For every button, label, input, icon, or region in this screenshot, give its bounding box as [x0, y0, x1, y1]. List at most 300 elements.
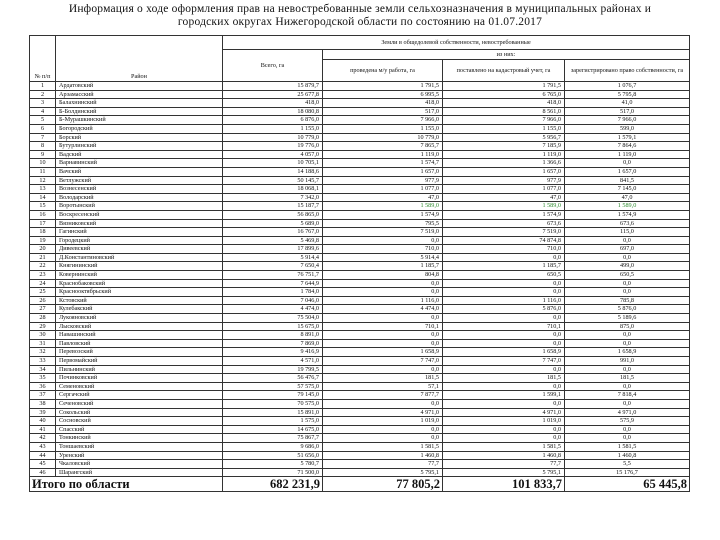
row-col3: 47,0	[565, 193, 690, 202]
table-row	[30, 314, 690, 323]
table-row	[30, 365, 690, 374]
row-col2: 5 795,1	[443, 468, 565, 477]
row-col2: 7 966,0	[443, 116, 565, 125]
table-row	[30, 219, 690, 228]
table-row	[30, 331, 690, 340]
table-row	[30, 425, 690, 434]
row-col3: 1 658,9	[565, 348, 690, 357]
table-row	[30, 322, 690, 331]
row-col3: 0,0	[565, 382, 690, 391]
title-line-1: Информация о ходе оформления прав на невостребованные земли сельхозназначения в муниципальных районах и	[68, 3, 652, 15]
row-col3: 1 574,9	[565, 210, 690, 219]
row-total: 4 474,0	[223, 305, 323, 314]
row-col3: 0,0	[565, 159, 690, 168]
row-district: Городецкий	[56, 236, 223, 245]
row-num: 21	[30, 253, 56, 262]
row-col2: 673,6	[443, 219, 565, 228]
row-col2: 650,5	[443, 271, 565, 280]
row-col1: 1 460,8	[323, 451, 443, 460]
table-row	[30, 107, 690, 116]
row-col1: 1 657,0	[323, 167, 443, 176]
row-num: 39	[30, 408, 56, 417]
row-col1: 1 574,9	[323, 210, 443, 219]
row-col1: 0,0	[323, 314, 443, 323]
table-row	[30, 142, 690, 151]
row-col2: 0,0	[443, 382, 565, 391]
row-col3: 599,0	[565, 124, 690, 133]
row-col2: 710,1	[443, 322, 565, 331]
row-num: 22	[30, 262, 56, 271]
row-col3: 697,0	[565, 245, 690, 254]
row-district: Краснооктябрьский	[56, 288, 223, 297]
header-col2: поставлено на кадастровый учет, га	[443, 60, 565, 82]
row-col2: 1 791,5	[443, 82, 565, 91]
row-col1: 517,0	[323, 107, 443, 116]
row-total: 8 891,0	[223, 331, 323, 340]
row-col3: 5 795,8	[565, 90, 690, 99]
row-total: 7 644,9	[223, 279, 323, 288]
row-district: Сергачский	[56, 391, 223, 400]
row-num: 35	[30, 374, 56, 383]
row-col1: 1 574,7	[323, 159, 443, 168]
row-col3: 0,0	[565, 288, 690, 297]
row-num: 40	[30, 417, 56, 426]
row-num: 11	[30, 167, 56, 176]
row-col1: 0,0	[323, 339, 443, 348]
row-col1: 7 966,0	[323, 116, 443, 125]
row-district: Пильнинский	[56, 365, 223, 374]
row-num: 34	[30, 365, 56, 374]
table-row	[30, 202, 690, 211]
row-num: 28	[30, 314, 56, 323]
row-col1: 418,0	[323, 99, 443, 108]
row-total: 7 046,0	[223, 296, 323, 305]
table-row	[30, 279, 690, 288]
row-col3: 0,0	[565, 434, 690, 443]
row-col2: 1 460,8	[443, 451, 565, 460]
row-num: 17	[30, 219, 56, 228]
row-col3: 1 460,8	[565, 451, 690, 460]
row-col1: 0,0	[323, 399, 443, 408]
table-row	[30, 339, 690, 348]
table-row	[30, 305, 690, 314]
row-col3: 785,8	[565, 296, 690, 305]
row-num: 8	[30, 142, 56, 151]
total-sum: 682 231,9	[223, 477, 323, 492]
row-col1: 7 519,0	[323, 228, 443, 237]
row-col1: 4 474,0	[323, 305, 443, 314]
row-num: 2	[30, 90, 56, 99]
row-district: Б-Болдинский	[56, 107, 223, 116]
row-col2: 5 956,7	[443, 133, 565, 142]
row-district: Перевозский	[56, 348, 223, 357]
row-num: 41	[30, 425, 56, 434]
row-total: 70 575,0	[223, 399, 323, 408]
row-num: 3	[30, 99, 56, 108]
row-num: 37	[30, 391, 56, 400]
table-row	[30, 442, 690, 451]
row-col2: 418,0	[443, 99, 565, 108]
row-district: Володарский	[56, 193, 223, 202]
row-num: 18	[30, 228, 56, 237]
row-col1: 5 914,4	[323, 253, 443, 262]
row-district: Ковернинский	[56, 271, 223, 280]
row-total: 7 342,0	[223, 193, 323, 202]
row-col2: 1 574,9	[443, 210, 565, 219]
row-total: 17 899,6	[223, 245, 323, 254]
row-col2: 1 155,0	[443, 124, 565, 133]
row-district: Вознесенский	[56, 185, 223, 194]
row-num: 9	[30, 150, 56, 159]
row-total: 4 057,0	[223, 150, 323, 159]
row-total: 19 776,0	[223, 142, 323, 151]
row-num: 27	[30, 305, 56, 314]
row-total: 15 891,0	[223, 408, 323, 417]
row-total: 56 865,0	[223, 210, 323, 219]
table-row	[30, 374, 690, 383]
row-district: Кстовский	[56, 296, 223, 305]
row-num: 42	[30, 434, 56, 443]
row-col3: 575,9	[565, 417, 690, 426]
row-col1: 1 589,0	[323, 202, 443, 211]
row-col1: 0,0	[323, 365, 443, 374]
row-district: Борский	[56, 133, 223, 142]
row-num: 19	[30, 236, 56, 245]
table-row	[30, 124, 690, 133]
row-col3: 1 581,5	[565, 442, 690, 451]
row-district: Лысковский	[56, 322, 223, 331]
row-col1: 1 019,0	[323, 417, 443, 426]
row-district: Балахнинский	[56, 99, 223, 108]
row-num: 36	[30, 382, 56, 391]
row-district: Шарангский	[56, 468, 223, 477]
row-total: 9 416,9	[223, 348, 323, 357]
table-row	[30, 159, 690, 168]
row-col3: 0,0	[565, 365, 690, 374]
row-district: Воскресенский	[56, 210, 223, 219]
row-district: Сокольский	[56, 408, 223, 417]
total-col1: 77 805,2	[323, 477, 443, 492]
row-col2: 1 581,5	[443, 442, 565, 451]
row-col1: 1 581,5	[323, 442, 443, 451]
row-col2: 0,0	[443, 288, 565, 297]
row-total: 7 650,4	[223, 262, 323, 271]
row-col3: 841,5	[565, 176, 690, 185]
row-total: 50 145,7	[223, 176, 323, 185]
row-col2: 0,0	[443, 339, 565, 348]
row-num: 45	[30, 460, 56, 469]
row-col1: 1 185,7	[323, 262, 443, 271]
row-district: Тонкинский	[56, 434, 223, 443]
table-row	[30, 185, 690, 194]
row-district: Гагинский	[56, 228, 223, 237]
row-district: Спасский	[56, 425, 223, 434]
row-col3: 5,5	[565, 460, 690, 469]
row-num: 29	[30, 322, 56, 331]
row-col3: 0,0	[565, 279, 690, 288]
row-col2: 977,9	[443, 176, 565, 185]
table-row	[30, 460, 690, 469]
row-district: Арзамасский	[56, 90, 223, 99]
table-row	[30, 399, 690, 408]
row-col1: 0,0	[323, 288, 443, 297]
table-row	[30, 271, 690, 280]
row-total: 75 504,0	[223, 314, 323, 323]
row-col3: 7 145,0	[565, 185, 690, 194]
row-num: 20	[30, 245, 56, 254]
row-district: Починковский	[56, 374, 223, 383]
row-total: 10 705,1	[223, 159, 323, 168]
row-col1: 0,0	[323, 425, 443, 434]
table-row	[30, 210, 690, 219]
document-title	[0, 3, 720, 29]
row-total: 418,0	[223, 99, 323, 108]
row-total: 5 469,8	[223, 236, 323, 245]
row-col2: 7 519,0	[443, 228, 565, 237]
row-col1: 1 658,9	[323, 348, 443, 357]
title-line-2: городских округах Нижегородской области по состоянию на 01.07.2017	[177, 16, 543, 28]
row-total: 76 751,7	[223, 271, 323, 280]
row-col2: 1 185,7	[443, 262, 565, 271]
row-col1: 977,9	[323, 176, 443, 185]
table-row	[30, 99, 690, 108]
row-col3: 15 176,7	[565, 468, 690, 477]
row-col1: 47,0	[323, 193, 443, 202]
row-num: 1	[30, 82, 56, 91]
row-num: 38	[30, 399, 56, 408]
row-num: 14	[30, 193, 56, 202]
header-district: Район	[56, 36, 223, 82]
table-row	[30, 116, 690, 125]
row-col2: 1 366,6	[443, 159, 565, 168]
row-col3: 0,0	[565, 331, 690, 340]
row-col3: 7 818,4	[565, 391, 690, 400]
table-row	[30, 150, 690, 159]
row-district: Княгининский	[56, 262, 223, 271]
table-row	[30, 434, 690, 443]
table-row	[30, 228, 690, 237]
row-col2: 74 874,8	[443, 236, 565, 245]
table-body	[30, 82, 690, 477]
header-of-which: из них:	[323, 50, 690, 60]
table-row	[30, 253, 690, 262]
table-row	[30, 382, 690, 391]
row-district: Кулебакский	[56, 305, 223, 314]
row-num: 33	[30, 357, 56, 366]
table-row	[30, 236, 690, 245]
row-num: 13	[30, 185, 56, 194]
row-col3: 181,5	[565, 374, 690, 383]
row-num: 12	[30, 176, 56, 185]
row-col3: 0,0	[565, 236, 690, 245]
row-total: 4 571,0	[223, 357, 323, 366]
header-group: Земли в общедолевой собственности, невостребованные	[223, 36, 690, 50]
row-num: 43	[30, 442, 56, 451]
table-row	[30, 176, 690, 185]
row-district: Уренский	[56, 451, 223, 460]
row-total: 10 779,0	[223, 133, 323, 142]
row-total: 14 188,6	[223, 167, 323, 176]
row-total: 51 656,0	[223, 451, 323, 460]
row-total: 15 675,0	[223, 322, 323, 331]
row-total: 1 575,0	[223, 417, 323, 426]
row-col2: 0,0	[443, 434, 565, 443]
table-row	[30, 193, 690, 202]
row-col1: 181,5	[323, 374, 443, 383]
header-total: Всего, га	[223, 50, 323, 82]
row-total: 18 080,8	[223, 107, 323, 116]
row-col1: 10 779,0	[323, 133, 443, 142]
row-col3: 0,0	[565, 339, 690, 348]
row-district: Бутурлинский	[56, 142, 223, 151]
row-col1: 7 877,7	[323, 391, 443, 400]
row-total: 57 575,0	[223, 382, 323, 391]
table-row	[30, 133, 690, 142]
table-row	[30, 296, 690, 305]
row-col2: 47,0	[443, 193, 565, 202]
row-col3: 0,0	[565, 253, 690, 262]
table-row	[30, 167, 690, 176]
row-col3: 1 119,0	[565, 150, 690, 159]
row-col3: 499,0	[565, 262, 690, 271]
row-district: Варнавинский	[56, 159, 223, 168]
row-total: 14 675,0	[223, 425, 323, 434]
row-col3: 1 076,7	[565, 82, 690, 91]
row-col2: 7 185,9	[443, 142, 565, 151]
row-district: Краснобаковский	[56, 279, 223, 288]
table-row	[30, 245, 690, 254]
row-col1: 7 865,7	[323, 142, 443, 151]
row-col1: 0,0	[323, 331, 443, 340]
row-total: 5 689,0	[223, 219, 323, 228]
row-num: 25	[30, 288, 56, 297]
row-num: 5	[30, 116, 56, 125]
row-total: 79 145,0	[223, 391, 323, 400]
row-num: 4	[30, 107, 56, 116]
row-col3: 673,6	[565, 219, 690, 228]
row-col1: 1 116,0	[323, 296, 443, 305]
row-col3: 7 966,0	[565, 116, 690, 125]
row-col2: 77,7	[443, 460, 565, 469]
row-district: Д.Константиновский	[56, 253, 223, 262]
row-col2: 0,0	[443, 399, 565, 408]
land-rights-table	[29, 35, 690, 492]
row-col1: 710,1	[323, 322, 443, 331]
row-total: 16 767,0	[223, 228, 323, 237]
row-col3: 0,0	[565, 399, 690, 408]
row-col2: 1 599,1	[443, 391, 565, 400]
row-col1: 57,1	[323, 382, 443, 391]
row-col3: 1 589,0	[565, 202, 690, 211]
row-col3: 875,0	[565, 322, 690, 331]
row-num: 10	[30, 159, 56, 168]
table-row	[30, 348, 690, 357]
row-col3: 0,0	[565, 425, 690, 434]
row-col3: 517,0	[565, 107, 690, 116]
row-num: 32	[30, 348, 56, 357]
total-col3: 65 445,8	[565, 477, 690, 492]
row-col2: 1 116,0	[443, 296, 565, 305]
row-total: 25 677,8	[223, 90, 323, 99]
row-district: Вачский	[56, 167, 223, 176]
row-col1: 710,0	[323, 245, 443, 254]
row-total: 7 869,0	[223, 339, 323, 348]
row-district: Сеченовский	[56, 399, 223, 408]
row-col1: 804,8	[323, 271, 443, 280]
row-num: 46	[30, 468, 56, 477]
table-row	[30, 417, 690, 426]
row-total: 1 155,0	[223, 124, 323, 133]
row-col2: 0,0	[443, 279, 565, 288]
row-total: 18 068,1	[223, 185, 323, 194]
total-label: Итого по области	[30, 477, 223, 492]
row-col1: 77,7	[323, 460, 443, 469]
table-row	[30, 468, 690, 477]
row-col1: 4 971,0	[323, 408, 443, 417]
row-total: 15 187,7	[223, 202, 323, 211]
row-col2: 1 657,0	[443, 167, 565, 176]
row-col1: 7 747,0	[323, 357, 443, 366]
table-row	[30, 451, 690, 460]
row-district: Навашинский	[56, 331, 223, 340]
row-col2: 6 765,0	[443, 90, 565, 99]
row-col1: 5 795,1	[323, 468, 443, 477]
row-num: 30	[30, 331, 56, 340]
table-row	[30, 90, 690, 99]
row-col2: 1 658,9	[443, 348, 565, 357]
row-total: 71 500,0	[223, 468, 323, 477]
table-row	[30, 288, 690, 297]
row-col2: 1 119,0	[443, 150, 565, 159]
row-total: 9 686,0	[223, 442, 323, 451]
row-col1: 795,5	[323, 219, 443, 228]
row-col3: 1 579,1	[565, 133, 690, 142]
row-district: Чкаловский	[56, 460, 223, 469]
row-num: 24	[30, 279, 56, 288]
row-district: Воротынский	[56, 202, 223, 211]
row-col2: 0,0	[443, 331, 565, 340]
row-col2: 1 019,0	[443, 417, 565, 426]
row-num: 6	[30, 124, 56, 133]
row-col1: 6 995,5	[323, 90, 443, 99]
row-col2: 0,0	[443, 425, 565, 434]
row-col1: 1 155,0	[323, 124, 443, 133]
row-total: 56 476,7	[223, 374, 323, 383]
row-num: 16	[30, 210, 56, 219]
row-total: 15 879,7	[223, 82, 323, 91]
row-district: Б-Мурашкинский	[56, 116, 223, 125]
row-district: Вязниковский	[56, 219, 223, 228]
row-district: Ветлужский	[56, 176, 223, 185]
table-row	[30, 391, 690, 400]
row-total: 19 799,5	[223, 365, 323, 374]
row-total: 6 876,0	[223, 116, 323, 125]
header-col3: зарегистрировано право собственности, га	[565, 60, 690, 82]
row-col2: 710,0	[443, 245, 565, 254]
row-col3: 5 189,6	[565, 314, 690, 323]
row-col2: 0,0	[443, 253, 565, 262]
row-num: 23	[30, 271, 56, 280]
row-total: 1 784,0	[223, 288, 323, 297]
row-col2: 7 747,0	[443, 357, 565, 366]
row-col1: 0,0	[323, 236, 443, 245]
row-col3: 1 657,0	[565, 167, 690, 176]
table-row	[30, 82, 690, 91]
row-district: Павловский	[56, 339, 223, 348]
row-district: Тоншаевский	[56, 442, 223, 451]
row-col2: 5 876,0	[443, 305, 565, 314]
row-num: 26	[30, 296, 56, 305]
